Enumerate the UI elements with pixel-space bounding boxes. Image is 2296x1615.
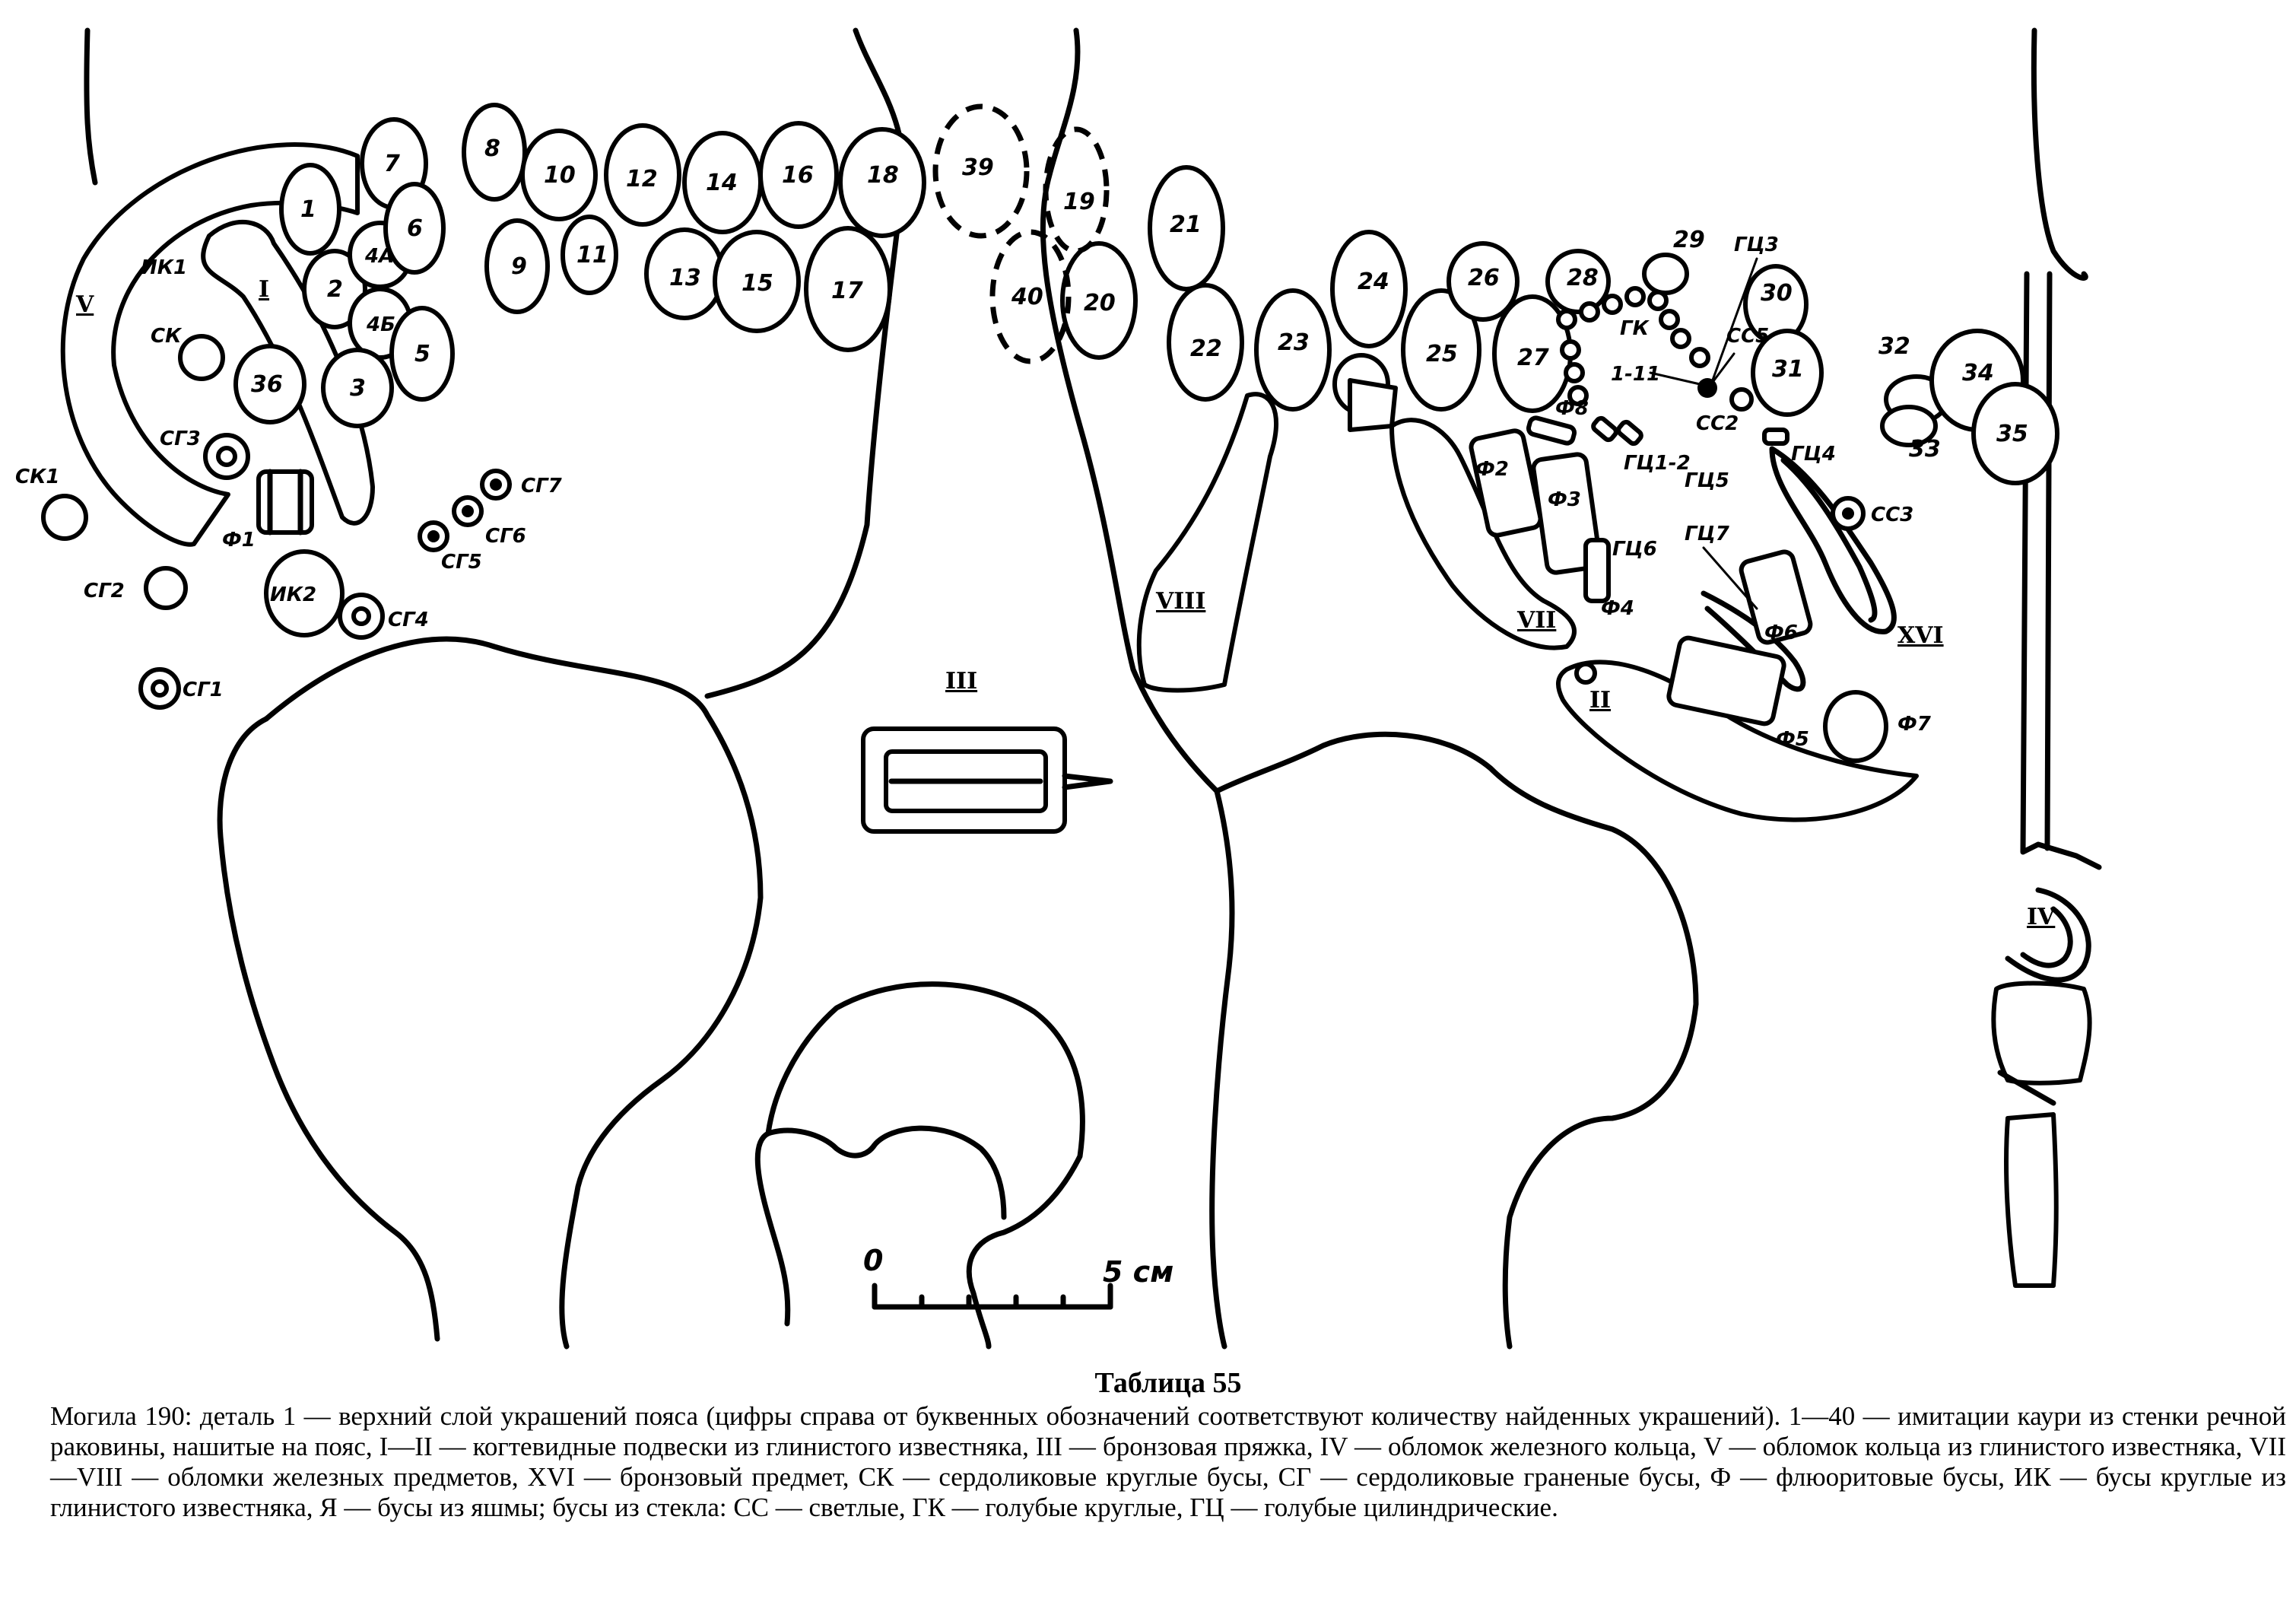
svg-text:9: 9 bbox=[511, 253, 527, 280]
svg-text:IV: IV bbox=[2027, 904, 2056, 930]
svg-text:12: 12 bbox=[626, 166, 658, 192]
svg-text:32: 32 bbox=[1878, 333, 1910, 360]
svg-text:СС2: СС2 bbox=[1696, 412, 1739, 435]
svg-text:I: I bbox=[259, 276, 270, 303]
svg-text:ГЦ5: ГЦ5 bbox=[1685, 469, 1729, 492]
svg-text:СГ2: СГ2 bbox=[84, 580, 125, 602]
svg-text:XVI: XVI bbox=[1897, 622, 1944, 649]
svg-text:СС5: СС5 bbox=[1726, 325, 1770, 348]
svg-text:СК: СК bbox=[151, 325, 182, 348]
svg-text:1-11: 1-11 bbox=[1611, 363, 1661, 386]
figure-caption bbox=[50, 1368, 2286, 1523]
svg-text:Ф4: Ф4 bbox=[1601, 597, 1634, 620]
svg-text:6: 6 bbox=[407, 215, 423, 242]
svg-text:13: 13 bbox=[669, 265, 701, 291]
svg-text:ГЦ1-2: ГЦ1-2 bbox=[1624, 452, 1691, 475]
svg-text:Ф1: Ф1 bbox=[222, 529, 256, 552]
object-viii-iron-fragment bbox=[1139, 394, 1276, 690]
figure-caption-text: Могила 190: деталь 1 — верхний слой украшений пояса (цифры справа от буквенных обозначений соответствуют количеству найденных украшений). 1—40 — имитации каури из стенки речной раковины, нашитые на пояс, I—II — когтевидные подвески из глинистого известняка, III — бронзовая пряжка, IV — обломок железного кольца, V — обломок кольца из глинистого известняка, VII—VIII — обломки железных предметов, XVI — бронзовый предмет, СК — сердоликовые круглые бусы, СГ — сердоликовые граненые бусы, Ф — флюоритовые бусы, ИК — бусы круглые из глинистого известняка, Я — бусы из яшмы; бусы из стекла: СС — светлые, ГК — голубые круглые, ГЦ — голубые цилиндрические. bbox=[50, 1401, 2286, 1522]
svg-text:ГЦ3: ГЦ3 bbox=[1734, 234, 1779, 256]
svg-text:24: 24 bbox=[1358, 269, 1389, 295]
svg-text:СГ4: СГ4 bbox=[388, 609, 429, 631]
svg-text:VII: VII bbox=[1517, 607, 1557, 634]
svg-text:7: 7 bbox=[384, 151, 400, 177]
svg-text:11: 11 bbox=[576, 242, 608, 269]
svg-text:33: 33 bbox=[1909, 436, 1941, 463]
svg-text:ИК1: ИК1 bbox=[141, 256, 188, 279]
svg-text:15: 15 bbox=[742, 270, 773, 297]
svg-text:21: 21 bbox=[1170, 211, 1202, 238]
svg-text:Ф5: Ф5 bbox=[1776, 728, 1809, 751]
svg-text:СК1: СК1 bbox=[15, 466, 60, 488]
figure-title: Таблица 55 bbox=[1094, 1367, 1242, 1399]
svg-text:5: 5 bbox=[414, 341, 430, 367]
svg-text:20: 20 bbox=[1084, 290, 1116, 316]
svg-text:22: 22 bbox=[1190, 335, 1222, 362]
svg-text:СГ5: СГ5 bbox=[441, 551, 482, 574]
svg-text:II: II bbox=[1589, 687, 1612, 714]
svg-text:ГЦ6: ГЦ6 bbox=[1612, 538, 1657, 561]
scale-bar bbox=[863, 1244, 1173, 1307]
svg-text:28: 28 bbox=[1567, 265, 1599, 291]
svg-text:35: 35 bbox=[1996, 421, 2028, 447]
svg-text:III: III bbox=[945, 668, 978, 695]
svg-text:8: 8 bbox=[484, 135, 500, 162]
svg-text:17: 17 bbox=[831, 278, 863, 304]
svg-text:СГ6: СГ6 bbox=[485, 525, 526, 548]
svg-text:ГЦ7: ГЦ7 bbox=[1685, 523, 1729, 545]
svg-text:СГ7: СГ7 bbox=[521, 475, 562, 498]
svg-text:ГЦ4: ГЦ4 bbox=[1791, 443, 1836, 466]
svg-text:34: 34 bbox=[1962, 360, 1994, 386]
svg-text:30: 30 bbox=[1761, 280, 1793, 307]
svg-text:СГ3: СГ3 bbox=[160, 428, 201, 450]
svg-text:14: 14 bbox=[706, 170, 738, 196]
svg-text:23: 23 bbox=[1278, 329, 1310, 356]
svg-text:29: 29 bbox=[1673, 227, 1705, 253]
svg-text:39: 39 bbox=[962, 154, 994, 181]
svg-text:VIII: VIII bbox=[1156, 588, 1206, 615]
svg-text:3: 3 bbox=[350, 375, 366, 402]
object-iii-bronze-buckle bbox=[863, 729, 1110, 831]
svg-text:16: 16 bbox=[782, 162, 814, 189]
svg-text:4А: 4А bbox=[365, 245, 395, 268]
svg-text:36: 36 bbox=[251, 371, 283, 398]
scale-end-label: 5 см bbox=[1103, 1255, 1174, 1289]
svg-text:1: 1 bbox=[300, 196, 316, 223]
svg-text:Ф3: Ф3 bbox=[1548, 488, 1581, 511]
svg-text:27: 27 bbox=[1517, 345, 1549, 371]
svg-text:ИК2: ИК2 bbox=[270, 583, 317, 606]
svg-text:4Б: 4Б bbox=[367, 313, 395, 336]
svg-text:СС3: СС3 bbox=[1871, 504, 1914, 526]
svg-text:18: 18 bbox=[867, 162, 899, 189]
svg-text:V: V bbox=[76, 291, 94, 318]
scale-zero-label: 0 bbox=[863, 1244, 884, 1277]
svg-text:Ф2: Ф2 bbox=[1475, 458, 1509, 481]
svg-text:СГ1: СГ1 bbox=[183, 679, 224, 701]
svg-text:31: 31 bbox=[1772, 356, 1804, 383]
svg-text:Ф7: Ф7 bbox=[1897, 713, 1931, 736]
svg-text:Ф8: Ф8 bbox=[1555, 397, 1589, 420]
svg-text:Ф6: Ф6 bbox=[1764, 622, 1798, 644]
svg-text:40: 40 bbox=[1011, 284, 1043, 310]
svg-text:2: 2 bbox=[327, 276, 343, 303]
svg-text:25: 25 bbox=[1426, 341, 1458, 367]
svg-text:ГК: ГК bbox=[1620, 317, 1649, 340]
svg-text:26: 26 bbox=[1468, 265, 1500, 291]
svg-text:10: 10 bbox=[544, 162, 576, 189]
svg-text:19: 19 bbox=[1063, 189, 1095, 215]
